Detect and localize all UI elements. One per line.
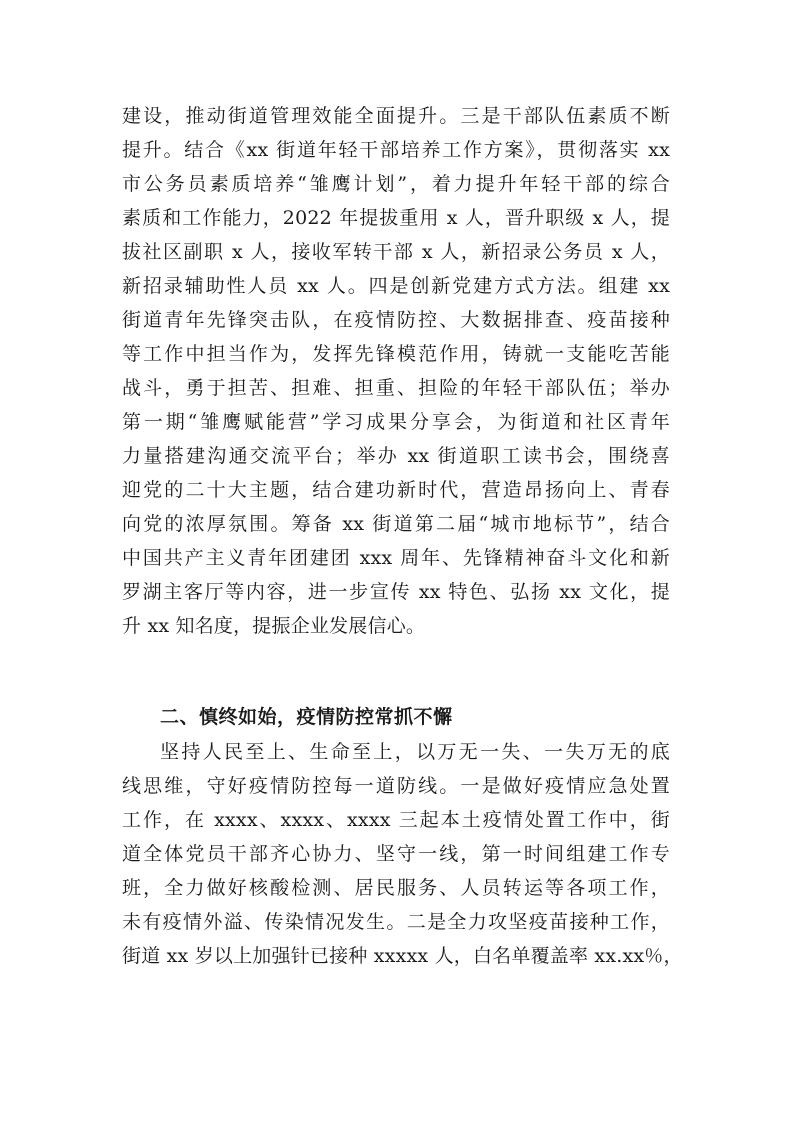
paragraph-2-line: 工作，在 xxxx、xxxx、xxxx 三起本土疫情处置工作中，街 — [122, 809, 670, 831]
paragraph-1-line: 升 xx 知名度，提振企业发展信心。 — [122, 615, 426, 637]
paragraph-2-line: 线思维，守好疫情防控每一道防线。一是做好疫情应急处置 — [122, 775, 670, 797]
paragraph-1-line: 力量搭建沟通交流平台；举办 xx 街道职工读书会，围绕喜 — [122, 445, 670, 467]
paragraph-2-line: 班，全力做好核酸检测、居民服务、人员转运等各项工作， — [122, 877, 670, 899]
paragraph-2-line: 道全体党员干部齐心协力、坚守一线，第一时间组建工作专 — [122, 843, 670, 865]
paragraph-1-line: 等工作中担当作为，发挥先锋模范作用，铸就一支能吃苦能 — [122, 343, 670, 365]
paragraph-1 — [122, 99, 670, 643]
paragraph-1-line: 街道青年先锋突击队，在疫情防控、大数据排查、疫苗接种 — [122, 309, 670, 331]
paragraph-1-line: 拔社区副职 x 人，接收军转干部 x 人，新招录公务员 x 人， — [122, 241, 670, 263]
paragraph-1-line: 第一期“雏鹰赋能营”学习成果分享会，为街道和社区青年 — [122, 411, 670, 433]
paragraph-1-line: 战斗，勇于担苦、担难、担重、担险的年轻干部队伍；举办 — [122, 377, 670, 399]
paragraph-2 — [122, 735, 683, 973]
paragraph-1-line: 中国共产主义青年团建团 xxx 周年、先锋精神奋斗文化和新 — [122, 547, 670, 569]
paragraph-1-line: 新招录辅助性人员 xx 人。四是创新党建方式方法。组建 xx — [122, 275, 670, 297]
section-heading: 二、慎终如始，疫情防控常抓不懈 — [160, 706, 453, 728]
paragraph-1-line: 市公务员素质培养“雏鹰计划”，着力提升年轻干部的综合 — [122, 173, 670, 195]
paragraph-1-line: 素质和工作能力，2022 年提拔重用 x 人，晋升职级 x 人，提 — [122, 207, 670, 229]
paragraph-2-line: 未有疫情外溢、传染情况发生。二是全力攻坚疫苗接种工作， — [122, 911, 670, 933]
paragraph-1-line: 罗湖主客厅等内容，进一步宣传 xx 特色、弘扬 xx 文化，提 — [122, 581, 670, 603]
paragraph-1-line: 建设，推动街道管理效能全面提升。三是干部队伍素质不断 — [122, 105, 670, 127]
paragraph-2-line: 街道 xx 岁以上加强针已接种 xxxxx 人，白名单覆盖率 xx.xx％， — [122, 945, 683, 967]
paragraph-2-line: 坚持人民至上、生命至上，以万无一失、一失万无的底 — [160, 741, 670, 763]
paragraph-1-line: 提升。结合《xx 街道年轻干部培养工作方案》，贯彻落实 xx — [122, 139, 670, 161]
paragraph-1-line: 迎党的二十大主题，结合建功新时代，营造昂扬向上、青春 — [122, 479, 670, 501]
paragraph-1-line: 向党的浓厚氛围。筹备 xx 街道第二届“城市地标节”，结合 — [122, 513, 670, 535]
